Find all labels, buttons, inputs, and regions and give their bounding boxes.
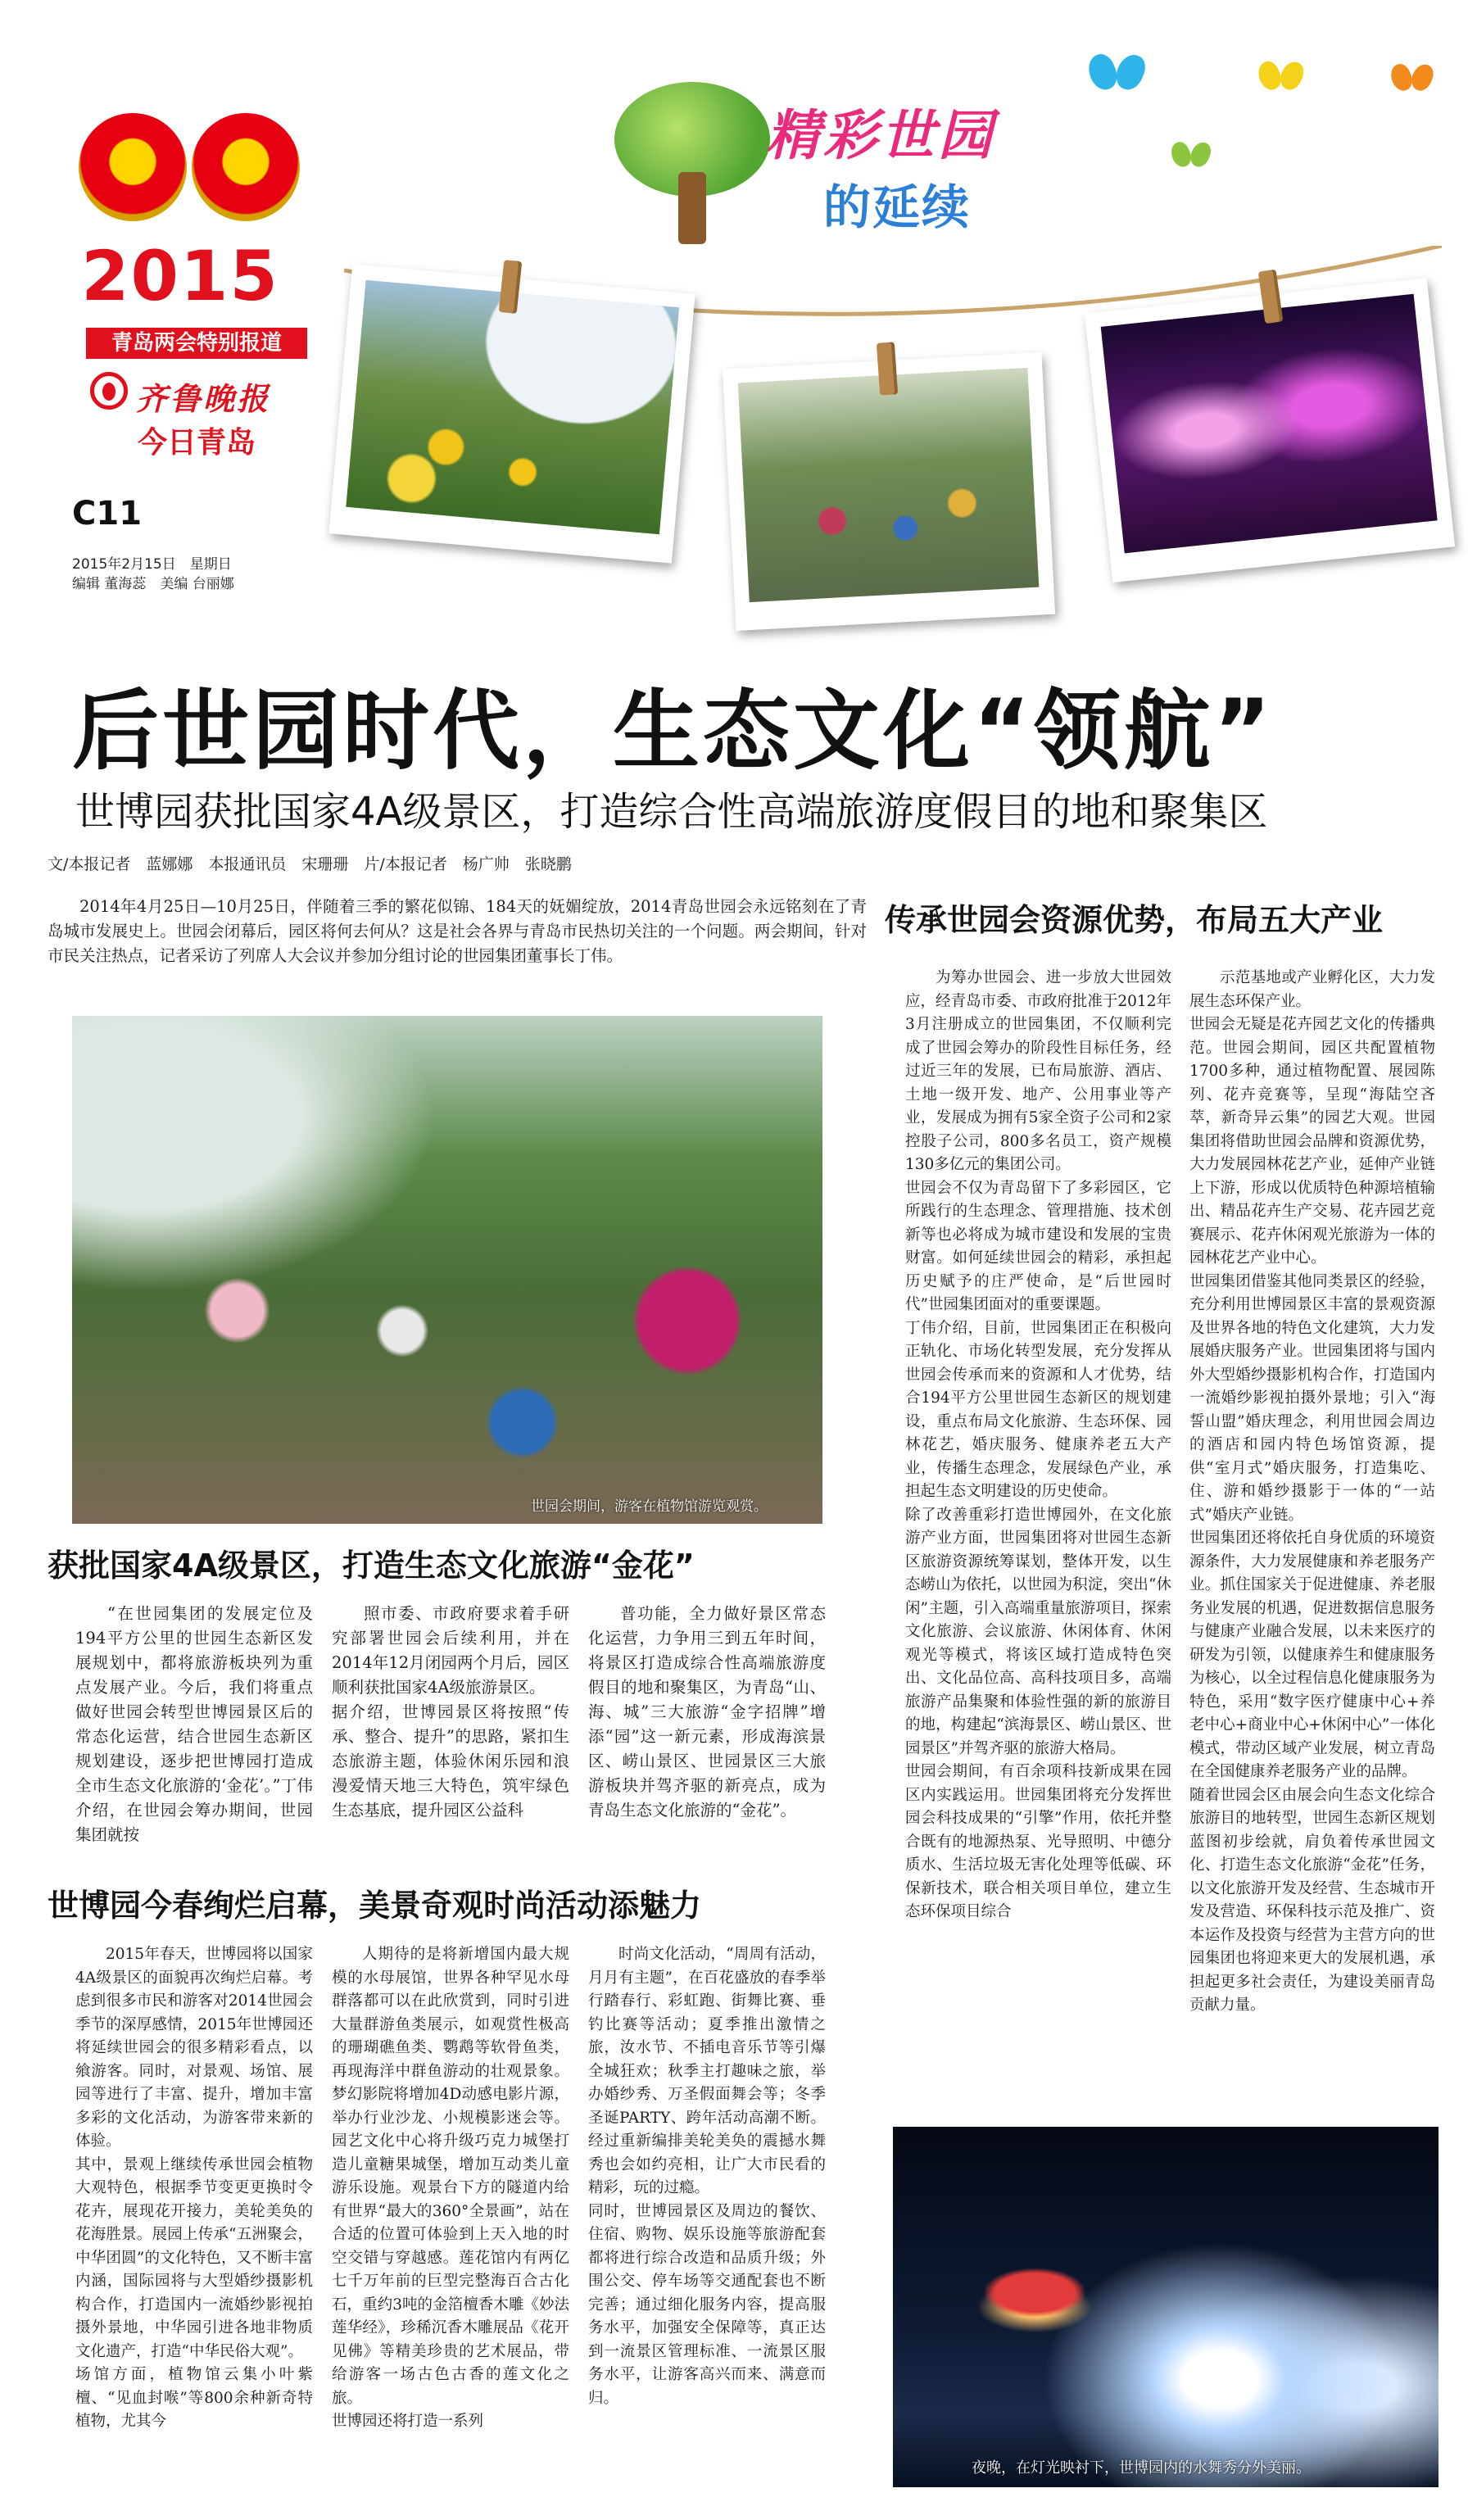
- headline: 后世园时代，生态文化“领航”: [72, 681, 1275, 782]
- newspaper-logo-icon: [90, 372, 128, 410]
- special-report-banner: 青岛两会特别报道: [86, 328, 307, 359]
- paragraph: 示范基地或产业孵化区，大力发展生态环保产业。 世园会无疑是花卉园艺文化的传播典范。世园会期间，园区共配置植物1700多种，通过植物配置、展园陈列、花卉竞赛等，呈现“海陆空吝萃，新奇异云集”的园艺大观。世园集团将借助世园会品牌和资源优势，大力发展园林花艺产业，延伸产业链上下游，形成以优质特色种源培植输出、精品花卉生产交易、花卉园艺竞赛展示、花卉休闲观光旅游为一体的园林花艺产业中心。 世园集团借鉴其他同类景区的经验，充分利用世博园景区丰富的景观资源及世界各地的特色文化建筑，大力发展婚庆服务产业。世园集团将与国内外大型婚纱摄影机构合作，打造国内一流婚纱影视拍摄外景地；引入“海誓山盟”婚庆理念，利用世园会周边的酒店和园内特色场馆资源，提供“室月式”婚庆服务，打造集吃、住、游和婚纱摄影于一体的“一站式”婚庆产业链。 世园集团还将依托自身优质的环境资源条件，大力发展健康和养老服务产业。抓住国家关于促进健康、养老服务业发展的机遇，促进数据信息服务与健康产业融合发展，以未来医疗的研发为引领，以健康养生和健康服务为核心，以全过程信息化健康服务为特色，采用“数字医疗健康中心+养老中心+商业中心+休闲中心”一体化模式，带动区域产业发展，树立青岛在全国健康养老服务产业的品牌。 随着世园会区由展会向生态文化综合旅游目的地转型，世园生态新区规划蓝图初步绘就，肩负着传承世园文化、打造生态文化旅游“金花”任务，以文化旅游开发及经营、生态城市开发及营造、环保科技示范及推广、资本运作及投资与经营为主营方向的世园集团也将迎来更大的发展机遇，承担起更多社会责任，为建设美丽青岛贡献力量。: [1189, 969, 1435, 2014]
- section-heading: 世博园今春绚烂启幕，美景奇观时尚活动添魅力: [48, 1888, 702, 1924]
- national-emblem-icon: ★: [79, 113, 187, 221]
- byline: 文/本报记者 蓝娜娜 本报通讯员 宋珊珊 片/本报记者 杨广帅 张晓鹏: [48, 855, 572, 873]
- paragraph: 时尚文化活动，“周周有活动，月月有主题”，在百花盛放的春季举行踏春行、彩虹跑、街舞比赛、垂钓比赛等活动；夏季推出激情之旅，汝水节、不插电音乐节等引爆全城狂欢；秋季主打趣味之旅，举办婚纱秀、万圣假面舞会等；冬季圣诞PARTY、跨年活动高潮不断。经过重新编排美轮美奂的震撼水舞秀也会如约亮相，让广大市民看的精彩，玩的过瘾。 同时，世博园景区及周边的餐饮、住宿、购物、娱乐设施等旅游配套都将进行综合改造和品质升级；外围公交、停车场等交通配套也不断完善；通过细化服务内容，提高服务水平，加强安全保障等，真正达到一流景区管理标准、一流景区服务水平，让游客高兴而来、满意而归。: [588, 1946, 826, 2407]
- newspaper-logo: [90, 369, 303, 415]
- newspaper-name: 齐鲁晚报: [136, 380, 271, 417]
- butterfly-icon: [1172, 138, 1212, 173]
- paragraph: “在世园集团的发展定位及194平方公里的世园生态新区发展规划中，都将旅游板块列为重点发展产业。今后，我们将重点做好世园会转型世博园景区后的常态化运营，结合世园生态新区规划建设，逐步把世博园打造成全市生态文化旅游的‘金花’。”丁伟介绍，在世园会筹办期间，世园集团就按: [75, 1604, 313, 1844]
- butterfly-icon: [1392, 61, 1435, 97]
- paragraph: 2015年春天，世博园将以国家4A级景区的面貌再次绚烂启幕。考虑到很多市民和游客对2014世园会季节的深厚感情，2015年世博园还将延续世园会的很多精彩看点，以飨游客。同时，对景观、场馆、展园等进行了丰富、提升，增加丰富多彩的文化活动，为游客带来新的体验。 其中，景观上继续传承世园会植物大观特色，根据季节变更更换时令花卉，展现花开接力，美轮美奂的花海胜景。展园上传承“五洲聚会，中华团圆”的文化特色，又不断丰富内涵，国际园将与大型婚纱摄影机构合作，打造国内一流婚纱影视拍摄外景地，中华园引进各地非物质文化遗产，打造“中华民俗大观”。 场馆方面，植物馆云集小叶紫檀、“见血封喉”等800余种新奇特植物，尤其今: [75, 1946, 313, 2430]
- lead-text: 2014年4月25日—10月25日，伴随着三季的繁花似锦、184天的妩媚绽放，2014青岛世园会永远铭刻在了青岛城市发展史上。世园会闭幕后，园区将何去何从？这是社会各界与青岛市民热切关注的一个问题。两会期间，针对市民关注热点，记者采访了列席人大会议并参加分组讨论的世园集团董事长丁伟。: [48, 897, 867, 965]
- article-column: [332, 1602, 569, 1823]
- article-column: [332, 1943, 569, 2434]
- butterfly-icon: [1259, 57, 1305, 97]
- photo-caption: 世园会期间，游客在植物馆游览观赏。: [531, 1498, 768, 1515]
- section-name: 今日青岛: [137, 426, 256, 460]
- article-column: [905, 967, 1171, 1924]
- cppcc-emblem-icon: ★: [192, 113, 300, 221]
- issue-date: 2015年2月15日 星期日: [72, 556, 232, 573]
- subheadline: 世博园获批国家4A级景区，打造综合性高端旅游度假目的地和聚集区: [75, 789, 1268, 835]
- section-heading: 传承世园会资源优势，布局五大产业: [885, 902, 1384, 938]
- article-column: [588, 1943, 826, 2410]
- photo-night-show: [893, 2127, 1438, 2487]
- title-art-sub: 的延续: [823, 179, 972, 235]
- photo-plant-hall: [72, 1016, 822, 1524]
- masthead: [0, 0, 1477, 639]
- lead-paragraph: [48, 895, 867, 968]
- article-column: [75, 1943, 313, 2434]
- paragraph: 普功能，全力做好景区常态化运营，力争用三到五年时间，将景区打造成综合性高端旅游度假目的地和聚集区，为青岛“山、海、城”三大旅游“金字招牌”增添“园”这一新元素，形成海滨景区、崂山景区、世园景区三大旅游板块并驾齐驱的新亮点，成为青岛生态文化旅游的“金花”。: [588, 1604, 826, 1820]
- editor-credits: 编辑 董海蕊 美编 台丽娜: [72, 576, 234, 592]
- article-column: [75, 1602, 313, 1847]
- photo-caption: 夜晚，在灯光映衬下，世博园内的水舞秀分外美丽。: [972, 2459, 1311, 2477]
- article-column: [588, 1602, 826, 1823]
- page-number: C11: [72, 495, 143, 533]
- section-heading: 获批国家4A级景区，打造生态文化旅游“金花”: [48, 1548, 695, 1584]
- photo-fountain-night: [1085, 278, 1455, 582]
- paragraph: 为筹办世园会、进一步放大世园效应，经青岛市委、市政府批准于2012年3月注册成立的世园集团，不仅顺利完成了世园会筹办的阶段性目标任务，经过近三年的发展，已布局旅游、酒店、土地一级开发、地产、公用事业等产业，发展成为拥有5家全资子公司和2家控股子公司，800多名员工，资产规模130多亿元的集团公司。 世园会不仅为青岛留下了多彩园区，它所践行的生态理念、管理措施、技术创新等也必将成为城市建设和发展的宝贵财富。如何延续世园会的精彩，承担起历史赋予的庄严使命，是“后世园时代”世园集团面对的重要课题。 丁伟介绍，目前，世园集团正在积极向正轨化、市场化转型发展，充分发挥从世园会传承而来的资源和人才优势，结合194平方公里世园生态新区的规划建设，重点布局文化旅游、生态环保、园林花艺，婚庆服务、健康养老五大产业，传播生态理念，发展绿色产业，承担起生态文明建设的历史使命。 除了改善重彩打造世博园外，在文化旅游产业方面，世园集团将对世园生态新区旅游资源统筹谋划，整体开发，以生态崂山为依托，以世园为积淀，突出“休闲”主题，引入高端重量旅游项目，探索文化旅游、会议旅游、休闲体育、休闲观光等模式，将该区域打造成特色突出、文化品位高、高科技项目多，高端旅游产品集聚和体验性强的新的旅游目的地，构建起“滨海景区、崂山景区、世园景区”并驾齐驱的旅游大格局。 世园会期间，有百余项科技新成果在园区内实践运用。世园集团将充分发挥世园会科技成果的“引擎”作用，依托并整合既有的地源热泵、光导照明、中德分质水、生活垃圾无害化处理等低碳、环保新技术，联合相关项目单位，建立生态环保项目综合: [905, 969, 1171, 1920]
- butterfly-icon: [1090, 49, 1147, 98]
- paragraph: 人期待的是将新增国内最大规模的水母展馆，世界各种罕见水母群落都可以在此欣赏到，同时引进大量群游鱼类展示，如观赏性极高的珊瑚礁鱼类、鹦鹉等软骨鱼类，再现海洋中群鱼游动的壮观景象。梦幻影院将增加4D动感电影片源，举办行业沙龙、小规模影迷会等。园艺文化中心将升级巧克力城堡打造儿童糖果城堡，增加互动类儿童游乐设施。观景台下方的隧道内给有世界“最大的360°全景画”，站在合适的位置可体验到上天入地的时空交错与穿越感。莲花馆内有两亿七千万年前的巨型完整海百合古化石，重约3吨的金箔檀香木雕《妙法莲华经》，珍稀沉香木雕展品《花开见佛》等精美珍贵的艺术展品，带给游客一场古色古香的莲文化之旅。 世博园还将打造一系列: [332, 1946, 569, 2430]
- article-column: [1189, 967, 1435, 2018]
- paragraph: 照市委、市政府要求着手研究部署世园会后续利用，并在2014年12月闭园两个月后，园区顺利获批国家4A级旅游景区。 据介绍，世博园景区将按照“传承、整合、提升”的思路，紧扣生态旅游主题，体验休闲乐园和浪漫爱情天地三大特色，筑牢绿色生态基底，提升园区公益科: [332, 1604, 569, 1820]
- special-report-year: 2015: [81, 236, 279, 316]
- clothespin-icon: [877, 342, 898, 395]
- title-art: [590, 25, 1065, 246]
- title-art-main: 精彩世园: [766, 103, 995, 167]
